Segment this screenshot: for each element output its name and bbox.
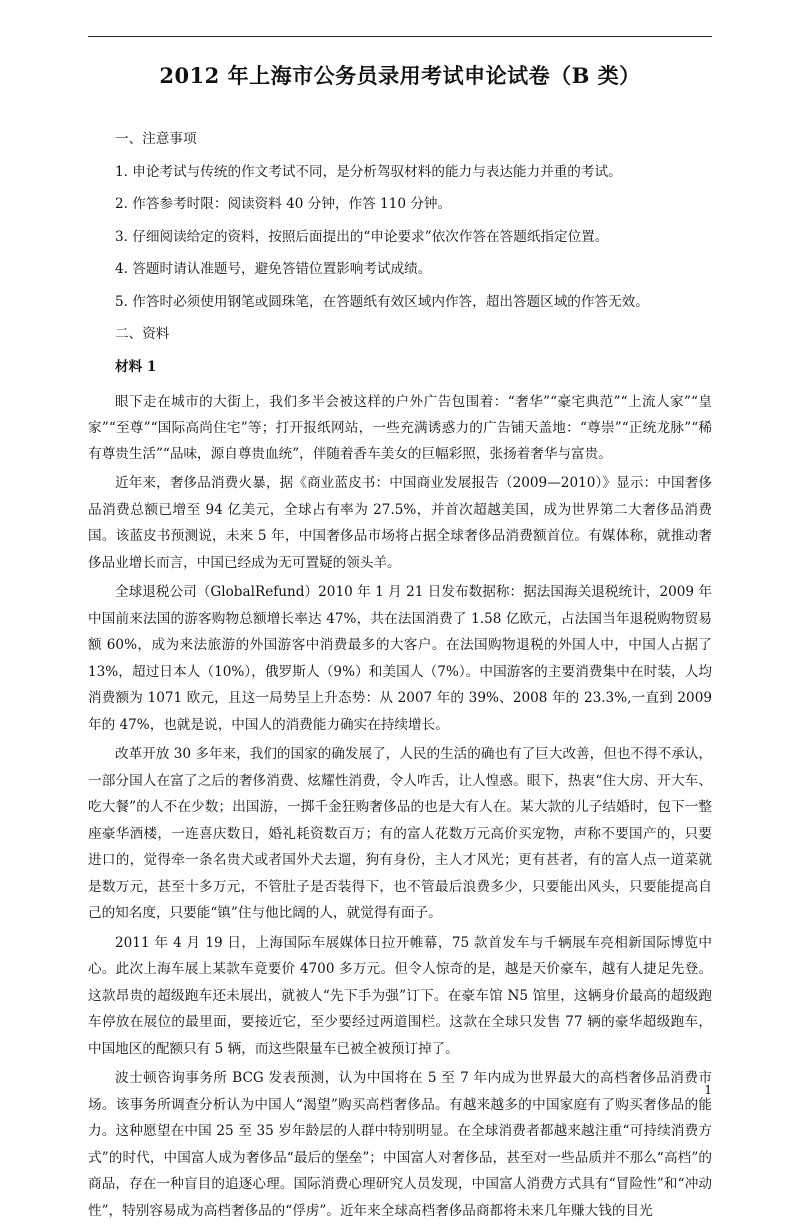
body-paragraph: 全球退税公司（GlobalRefund）2010 年 1 月 21 日发布数据称：据法国海关退税统计，2009 年中国前来法国的游客购物总额增长率达 47%，共在法国消费了 1.58 亿欧元，占法国当年退税购物贸易额 60%，成为来法旅游的外国游客中消费最多的大客户。在法国购物退税的外国人中，中国人占据了 13%，超过日本人（10%），俄罗斯人（9%）和美国人（7%）。中国游客的主要消费集中在时装，人均消费额为 1071 欧元，且这一局势呈上升态势：从 2007 年的 39%、2008 年的 23.3%,一直到 2009 年的 47%，也就是说，中国人的消费能力确实在持续增长。 (88, 584, 712, 733)
page-number: 1 (704, 1083, 712, 1097)
body-paragraph: 波士顿咨询事务所 BCG 发表预测，认为中国将在 5 至 7 年内成为世界最大的高档奢侈品消费市场。该事务所调查分析认为中国人“渴望”购买高档奢侈品。有越来越多的中国家庭有了购买奢侈品的能力。这种愿望在中国 25 至 35 岁年龄层的人群中特别明显。在全球消费者都越来越注重“可持续消费方式”的时代，中国富人成为奢侈品“最后的堡垒”；中国富人对奢侈品，甚至对一些品质并不那么“高档”的商品，存在一种盲目的追逐心理。国际消费心理研究人员发现，中国富人消费方式具有“冒险性”和“冲动性”，特别容易成为高档奢侈品的“俘虏”。近年来全球高档奢侈品商都将未来几年赚大钱的目光 (88, 1070, 712, 1219)
body-paragraph: 眼下走在城市的大街上，我们多半会被这样的户外广告包围着：“奢华”“豪宅典范”“上流人家”“皇家”“至尊”“国际高尚住宅”等；打开报纸网站，一些充满诱惑力的广告铺天盖地：“尊崇”“正统龙脉”“稀有尊贵生活”“品味，源自尊贵血统”，伴随着香车美女的巨幅彩照，张扬着奢华与富贵。 (88, 394, 712, 462)
section-heading-notes: 一、注意事项 (115, 131, 197, 147)
note-item: 1. 申论考试与传统的作文考试不同，是分析驾驭材料的能力与表达能力并重的考试。 (115, 163, 622, 180)
body-paragraph: 2011 年 4 月 19 日，上海国际车展媒体日拉开帷幕，75 款首发车与千辆展车亮相新国际博览中心。此次上海车展上某款车竟要价 4700 多万元。但令人惊奇的是，越是天价豪车，越有人捷足先登。这款昂贵的超级跑车还未展出，就被人“先下手为强”订下。在豪车馆 N5 馆里，这辆身价最高的超级跑车停放在展位的最里面，要接近它，至少要经过两道围栏。这款在全球只发售 77 辆的豪华超级跑车，中国地区的配额只有 5 辆，而这些限量车已被全被预订掉了。 (88, 934, 712, 1057)
document-body (88, 129, 712, 1227)
material-label: 材料 1 (115, 358, 157, 375)
body-paragraph: 近年来，奢侈品消费火暴，据《商业蓝皮书：中国商业发展报告（2009—2010）》显示：中国奢侈品消费总额已增至 94 亿美元，全球占有率为 27.5%，并首次超越美国，成为世界第二大奢侈品消费国。该蓝皮书预测说，未来 5 年，中国奢侈品市场将占据全球奢侈品消费额首位。有媒体称，就推动奢侈品业增长而言，中国已经成为无可置疑的领头羊。 (88, 475, 712, 571)
page-title: 2012 年上海市公务员录用考试申论试卷（B 类） (159, 63, 641, 88)
note-item: 5. 作答时必须使用钢笔或圆珠笔，在答题纸有效区域内作答，超出答题区域的作答无效。 (115, 293, 649, 310)
note-item: 2. 作答参考时限：阅读资料 40 分钟，作答 110 分钟。 (115, 196, 452, 212)
section-heading-materials: 二、资料 (115, 326, 170, 342)
body-paragraph: 改革开放 30 多年来，我们的国家的确发展了，人民的生活的确也有了巨大改善，但也不得不承认，一部分国人在富了之后的奢侈消费、炫耀性消费，令人咋舌，让人惶惑。眼下，热衷“住大房、开大车、吃大餐”的人不在少数；出国游，一掷千金狂购奢侈品的也是大有人在。某大款的儿子结婚时，包下一整座豪华酒楼，一连喜庆数日，婚礼耗资数百万；有的富人花数万元高价买宠物，声称不要国产的，只要进口的，觉得牵一条名贵犬或者国外犬去遛，狗有身份，主人才风光；更有甚者，有的富人点一道菜就是数万元，甚至十多万元，不管肚子是否装得下，也不管最后浪费多少，只要能出风头，只要能提高自己的知名度，只要能“镇”住与他比阔的人，就觉得有面子。 (88, 746, 712, 921)
header-rule (88, 36, 712, 37)
note-item: 3. 仔细阅读给定的资料，按照后面提出的“申论要求”依次作答在答题纸指定位置。 (115, 228, 609, 245)
note-item: 4. 答题时请认准题号，避免答错位置影响考试成绩。 (115, 261, 432, 277)
